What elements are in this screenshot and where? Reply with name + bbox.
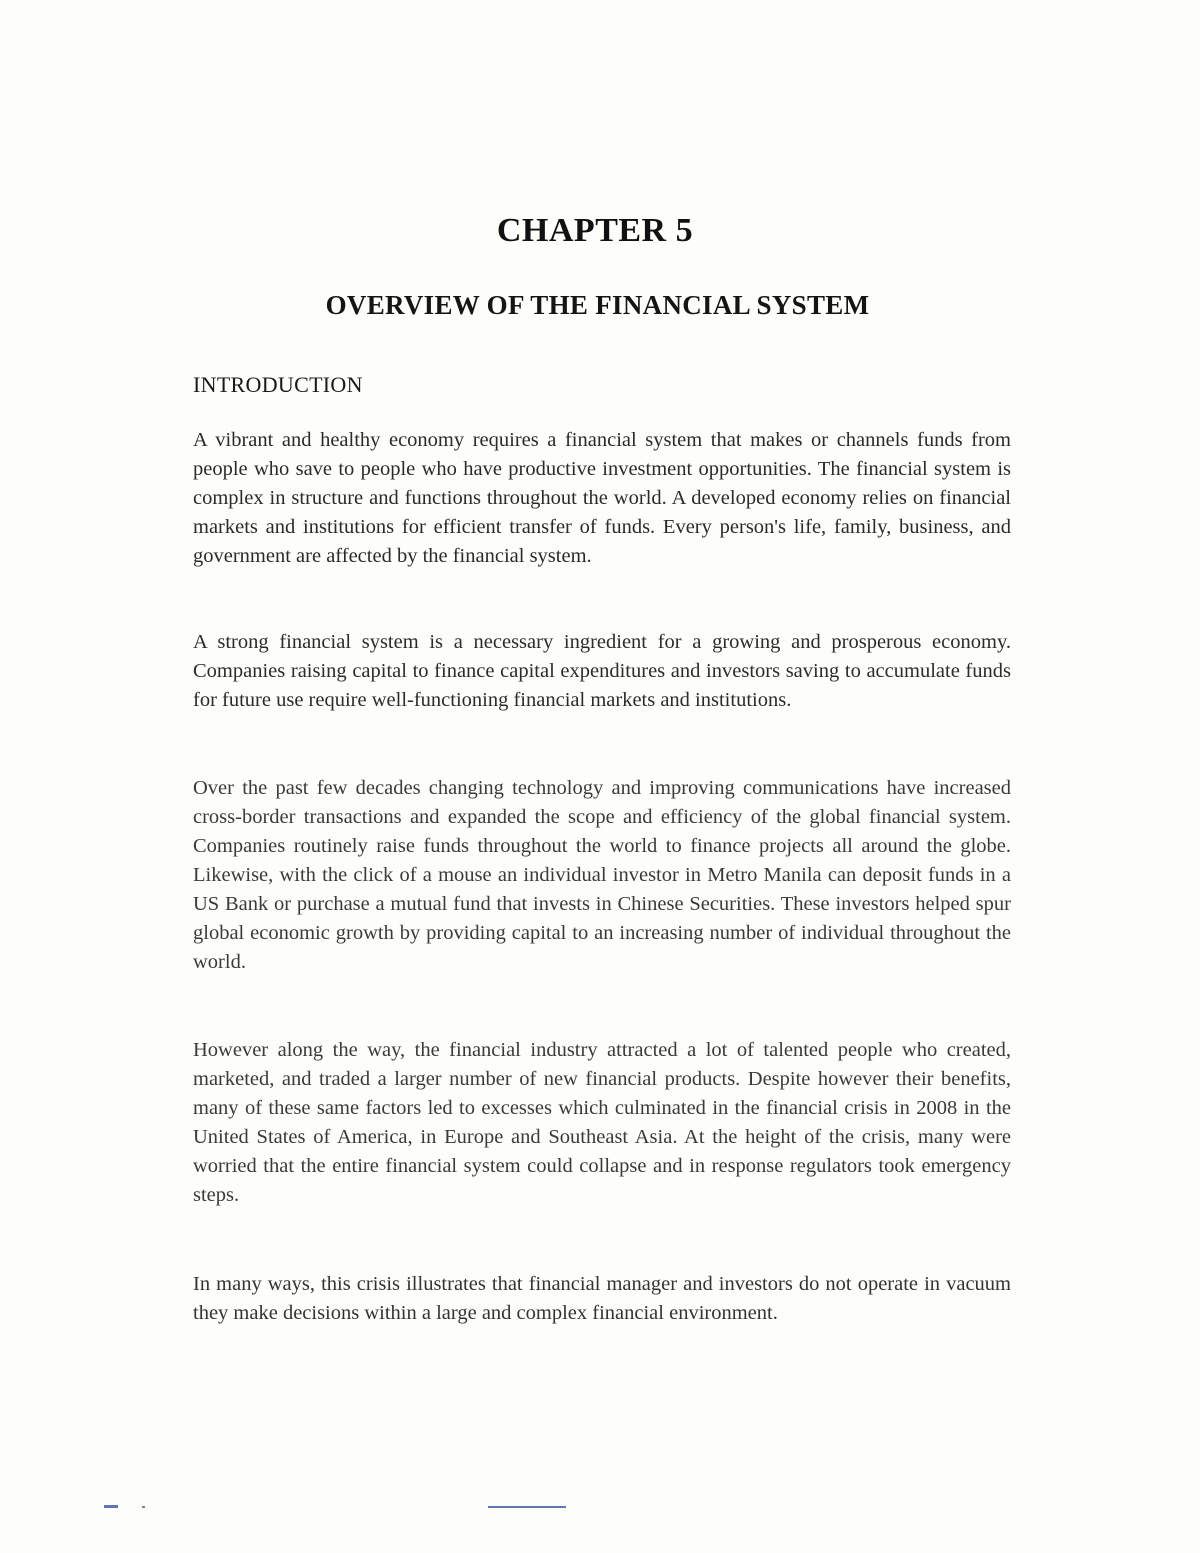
paragraph: A strong financial system is a necessary ingredient for a growing and prosperous economy. Companies raising capital to finance capital expenditures and investors saving to accumulate funds for future use require well-functioning financial markets and institutions. xyxy=(193,631,1011,711)
paragraph: However along the way, the financial industry attracted a lot of talented people who created, marketed, and traded a larger number of new financial products. Despite however their benefits, many of these same factors led to excesses which culminated in the financial crisis in 2008 in the United States of America, in Europe and Southeast Asia. At the height of the crisis, many were worried that the entire financial system could collapse and in response regulators took emergency steps. xyxy=(193,1039,1011,1206)
section-heading: INTRODUCTION xyxy=(193,372,363,397)
scan-artifact-line xyxy=(488,1506,566,1508)
paragraph: Over the past few decades changing technology and improving communications have increased cross-border transactions and expanded the scope and efficiency of the global financial system. Companies routinely raise funds throughout the world to finance projects all around the globe. Likewise, with the click of a mouse an individual investor in Metro Manila can deposit funds in a US Bank or purchase a mutual fund that invests in Chinese Securities. These investors helped spur global economic growth by providing capital to an increasing number of individual throughout the world. xyxy=(193,777,1011,973)
scan-artifact-mark xyxy=(104,1505,118,1508)
paragraph: A vibrant and healthy economy requires a financial system that makes or channels funds from people who save to people who have productive investment opportunities. The financial system is complex in structure and functions throughout the world. A developed economy relies on financial markets and institutions for efficient transfer of funds. Every person's life, family, business, and government are affected by the financial system. xyxy=(193,429,1011,567)
chapter-subtitle: OVERVIEW OF THE FINANCIAL SYSTEM xyxy=(325,290,870,320)
chapter-title: CHAPTER 5 xyxy=(496,212,694,249)
paragraph: In many ways, this crisis illustrates that financial manager and investors do not operate in vacuum they make decisions within a large and complex financial environment. xyxy=(193,1273,1011,1324)
scan-artifact-dot xyxy=(142,1506,145,1508)
